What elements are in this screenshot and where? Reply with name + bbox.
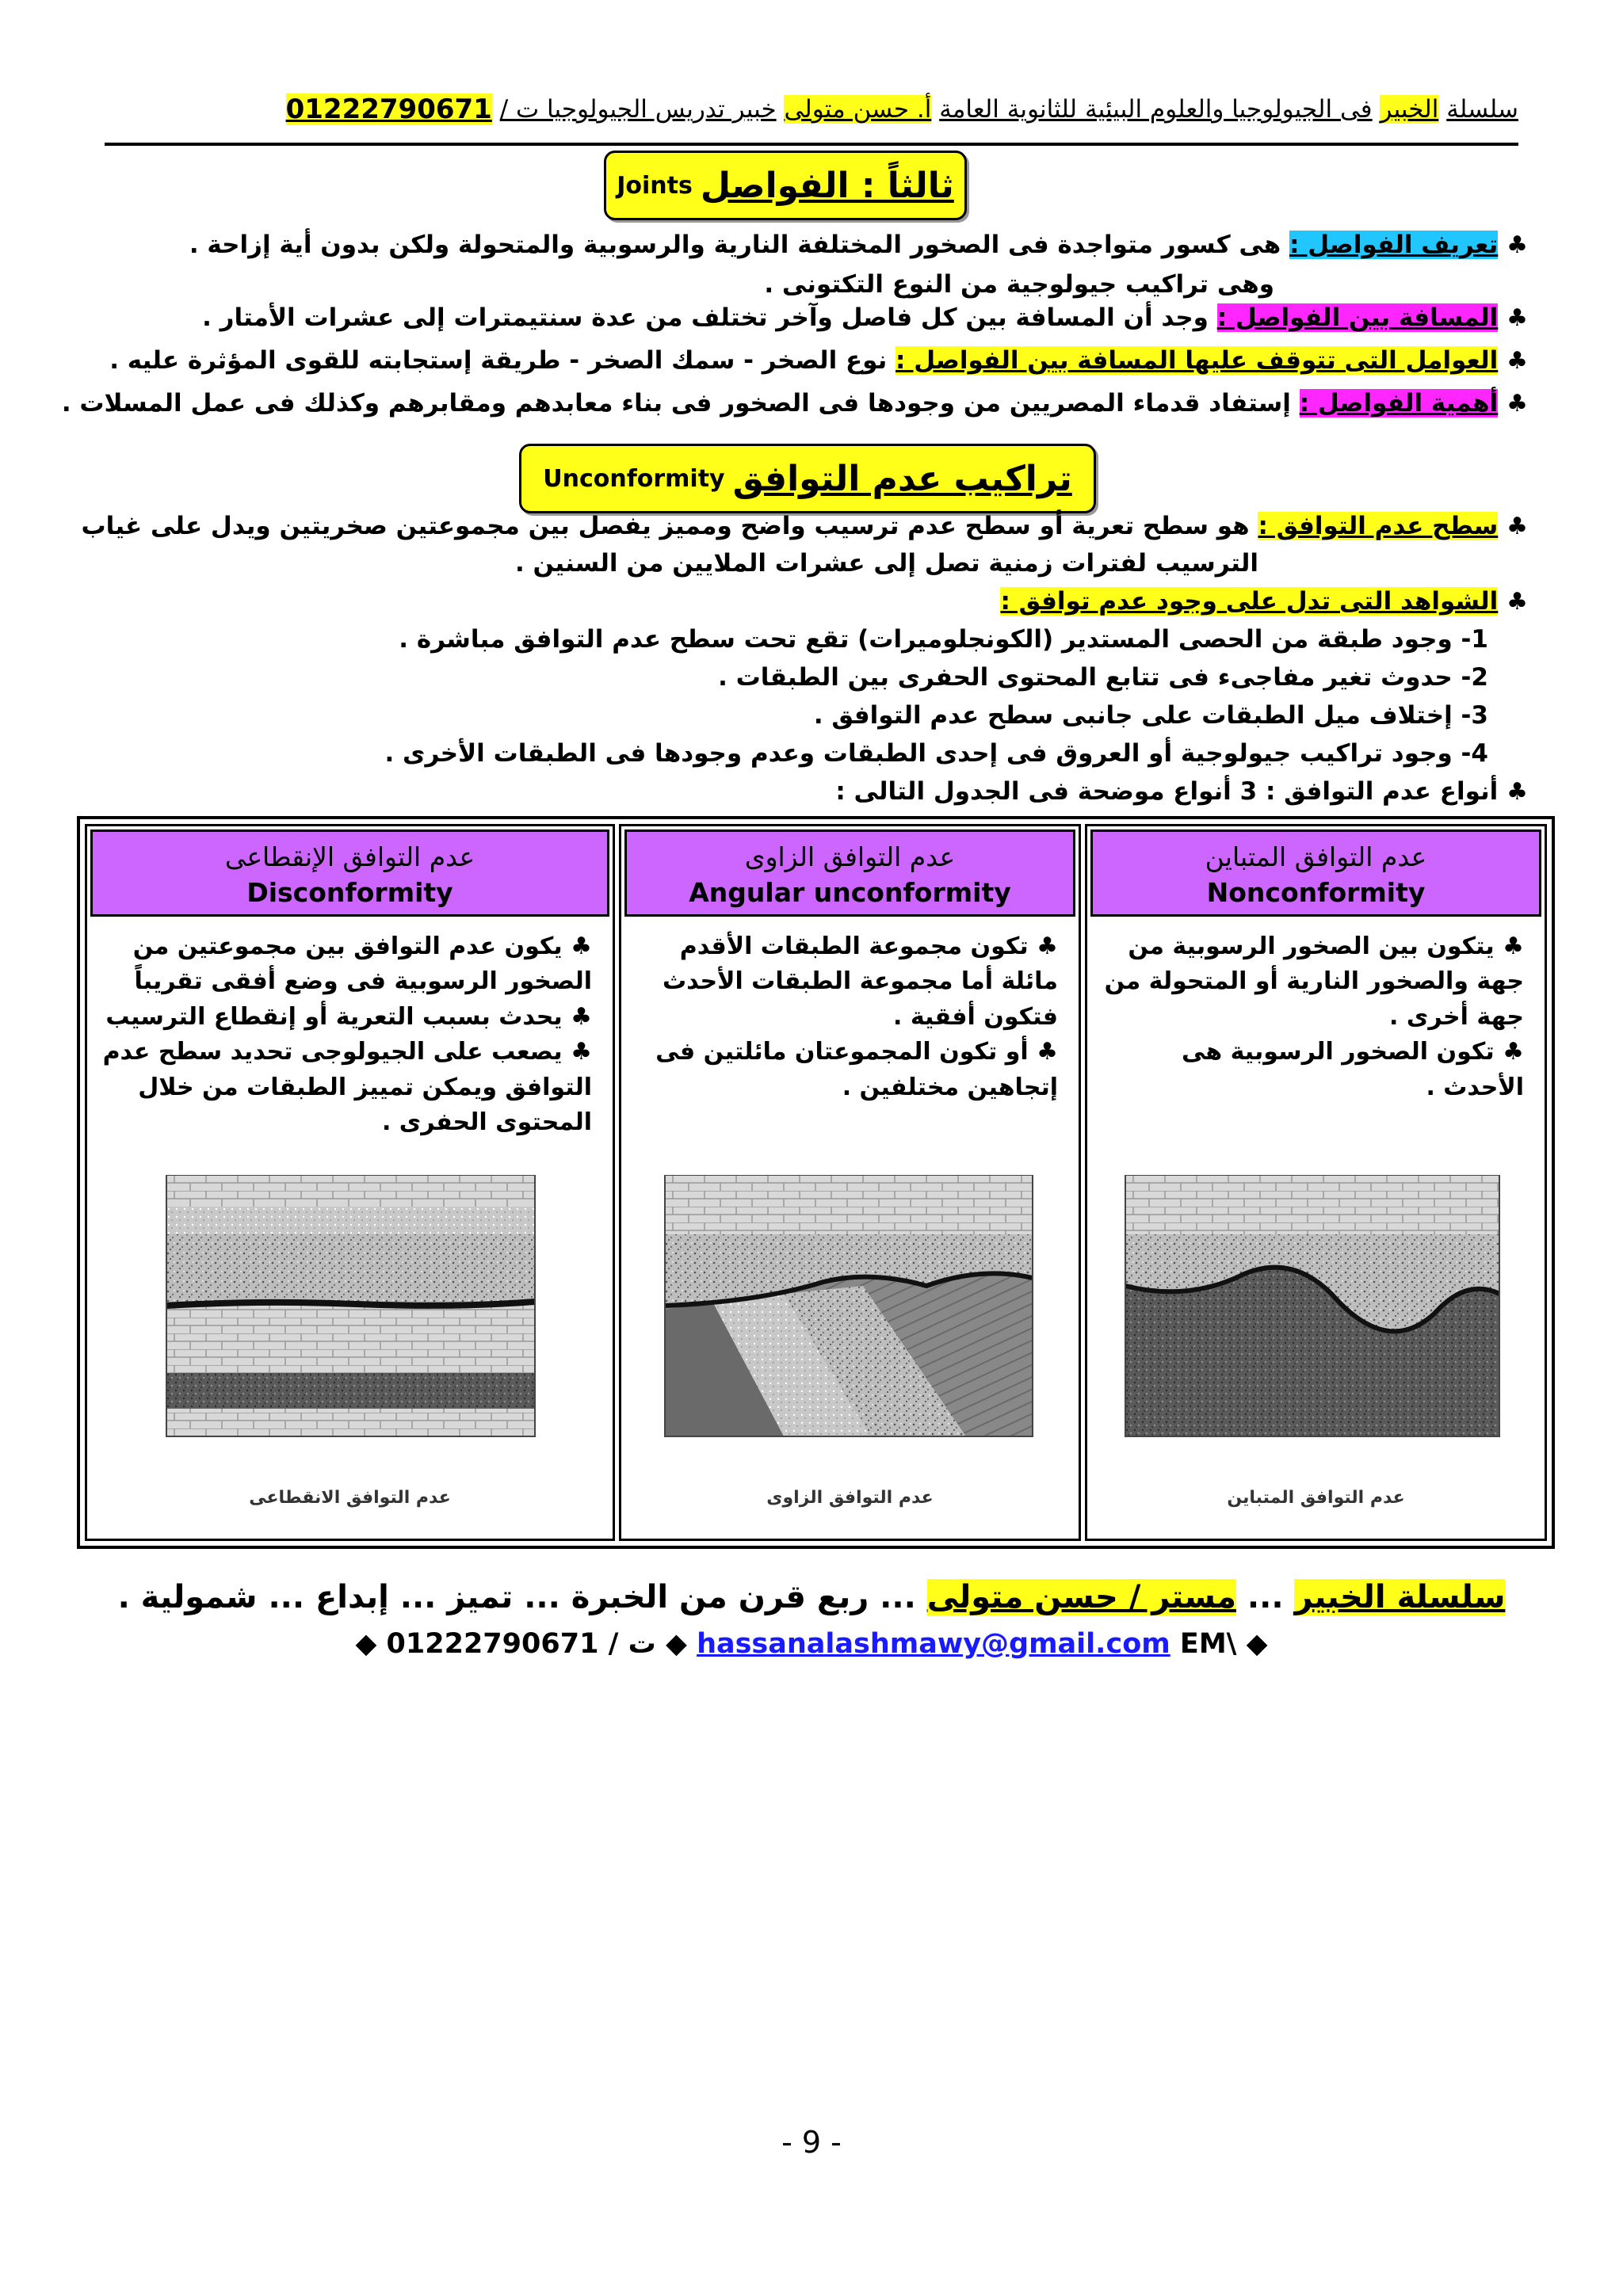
importance-text: إستفاد قدماء المصريين من وجودها فى الصخور فى بناء معابدهم ومقابرهم وكذلك فى عمل المسلات .	[61, 389, 1291, 418]
column-title-en: Disconformity	[246, 877, 453, 908]
page-number: - 9 -	[781, 2125, 842, 2160]
surface-term: سطح عدم التوافق :	[1258, 512, 1499, 540]
table-column-nonconformity	[1085, 824, 1547, 1541]
distance-text: وجد أن المسافة بين كل فاصل وآخر تختلف من عدة سنتيمترات إلى عشرات الأمتار .	[202, 303, 1209, 332]
evidence-item	[399, 624, 1488, 655]
diamond-icon: ◆	[355, 1628, 377, 1660]
definition-text: هى كسور متواجدة فى الصخور المختلفة النارية والرسوبية والمتحولة ولكن بدون أية إزاحة .	[189, 231, 1281, 259]
types-intro-text: أنواع عدم التوافق : 3 أنواع موضحة فى الجدول التالى :	[835, 777, 1499, 806]
email-link[interactable]: hassanalashmawy@gmail.com	[697, 1628, 1170, 1660]
point-text: يتكون بين الصخور الرسوبية من جهة والصخور النارية أو المتحولة من جهة أخرى .	[1104, 933, 1524, 1031]
footer-contact	[0, 1628, 1623, 1660]
evidence-text: 1- وجود طبقة من الحصى المستدير (الكونجلوميرات) تقع تحت سطح عدم التوافق مباشرة .	[399, 625, 1488, 654]
footer-slogan-text: ... ربع قرن من الخبرة ... تميز ... إبداع ... شمولية .	[117, 1579, 916, 1615]
table-column-angular	[619, 824, 1081, 1541]
header-expert: الخبير	[1380, 95, 1439, 124]
column-title-ar: عدم التوافق الإنقطاعى	[224, 841, 475, 872]
evidence-item	[384, 738, 1488, 769]
club-icon: ♣	[1507, 513, 1528, 540]
definition-text-2: وهى تراكيب جيولوجية من النوع التكتونى .	[764, 270, 1274, 299]
header-teacher: أ. حسن متولى	[784, 95, 932, 124]
evidence-text: 2- حدوث تغير مفاجىء فى تتابع المحتوى الحفرى بين الطبقات .	[718, 663, 1488, 692]
header-subject: فى الجيولوجيا والعلوم البيئية للثانوية العامة	[939, 95, 1373, 124]
list-item	[1102, 1035, 1524, 1105]
column-title-en: Angular unconformity	[689, 877, 1011, 908]
column-header	[624, 830, 1075, 917]
header-phone: 01222790671	[285, 93, 492, 125]
factors-text: نوع الصخر - سمك الصخر - طريقة إستجابته للقوى المؤثرة عليه .	[109, 346, 888, 375]
joints-definition-2	[764, 269, 1274, 300]
column-body	[1102, 929, 1524, 1105]
unconformity-title-en: Unconformity	[543, 464, 725, 493]
phone-label: ت /	[608, 1628, 656, 1660]
footer-mister: مستر / حسن متولى	[926, 1579, 1236, 1615]
disconformity-diagram	[87, 1175, 613, 1524]
diamond-icon: ◆	[1246, 1628, 1268, 1660]
header-role: خبير تدريس الجيولوجيا ت /	[499, 95, 777, 124]
unconformity-title-ar: تراكيب عدم التوافق	[732, 458, 1072, 499]
club-icon: ♣	[1507, 304, 1528, 332]
point-text: تكون الصخور الرسوبية هى الأحدث .	[1181, 1038, 1524, 1101]
evidence-term: الشواهد التى تدل على وجود عدم توافق :	[1000, 587, 1499, 616]
club-icon: ♣	[1507, 778, 1528, 806]
definition-term: تعريف الفواصل :	[1289, 231, 1499, 259]
email-label: EM\	[1179, 1628, 1237, 1660]
column-title-ar: عدم التوافق المتباين	[1205, 841, 1427, 872]
point-text: يحدث بسبب التعرية أو إنقطاع الترسيب	[105, 1002, 563, 1031]
footer-slogan: سلسلة الخبير ... مستر / حسن متولى ... ربع قرن من الخبرة ... تميز ... إبداع ... شمولية .	[117, 1579, 1506, 1615]
figure-caption: عدم التوافق الزاوى	[766, 1488, 934, 1508]
joints-definition	[189, 230, 1528, 261]
footer-series: سلسلة الخبير	[1294, 1579, 1506, 1615]
point-text: تكون مجموعة الطبقات الأقدم مائلة أما مجموعة الطبقات الأحدث فتكون أفقية .	[663, 933, 1058, 1031]
surface-definition	[82, 511, 1528, 542]
unconformity-types-table	[77, 816, 1555, 1549]
column-header	[90, 830, 609, 917]
evidence-text: 4- وجود تراكيب جيولوجية أو العروق فى إحدى الطبقات وعدم وجودها فى الطبقات الأخرى .	[384, 739, 1488, 768]
club-icon: ♣	[571, 1002, 592, 1031]
surface-definition-2	[515, 548, 1258, 579]
club-icon: ♣	[571, 933, 592, 960]
joints-importance	[62, 388, 1528, 419]
joints-distance	[202, 303, 1528, 334]
list-item	[636, 1035, 1058, 1105]
club-icon: ♣	[1037, 1038, 1058, 1066]
unconformity-title-box	[519, 444, 1096, 513]
evidence-item	[718, 662, 1488, 693]
club-icon: ♣	[571, 1038, 592, 1066]
list-item	[101, 1000, 592, 1035]
club-icon: ♣	[1507, 347, 1528, 375]
evidence-item	[814, 700, 1488, 731]
point-text: يصعب على الجيولوجى تحديد سطح عدم التوافق ويمكن تمييز الطبقات من خلال المحتوى الحفرى .	[102, 1038, 592, 1136]
joints-title-en: Joints	[617, 171, 693, 200]
angular-figure	[621, 1175, 1079, 1492]
surface-text: هو سطح تعرية أو سطح عدم ترسيب واضح ومميز يفصل بين مجموعتين صخريتين ويدل على غياب	[81, 512, 1250, 540]
evidence-heading	[1000, 586, 1528, 617]
point-text: يكون عدم التوافق بين مجموعتين من الصخور الرسوبية فى وضع أفقى تقريباً	[132, 933, 592, 996]
figure-caption: عدم التوافق المتباين	[1227, 1488, 1405, 1508]
column-title-ar: عدم التوافق الزاوى	[744, 841, 956, 872]
page-header	[105, 93, 1518, 146]
importance-term: أهمية الفواصل :	[1299, 389, 1499, 418]
column-body	[101, 929, 592, 1140]
column-title-en: Nonconformity	[1206, 877, 1426, 908]
club-icon: ♣	[1503, 933, 1524, 960]
column-body	[636, 929, 1058, 1105]
joints-title-box	[604, 151, 967, 220]
table-column-disconformity	[85, 824, 615, 1541]
column-header	[1090, 830, 1541, 917]
point-text: أو تكون المجموعتان مائلتين فى إتجاهين مختلفين .	[655, 1038, 1058, 1101]
types-intro	[835, 776, 1528, 807]
list-item	[101, 929, 592, 1000]
nonconformity-figure	[1087, 1175, 1545, 1492]
nonconformity-diagram	[1087, 1175, 1545, 1524]
header-series: سلسلة	[1446, 95, 1518, 124]
diamond-icon: ◆	[665, 1628, 687, 1660]
joints-factors	[109, 345, 1528, 376]
club-icon: ♣	[1503, 1038, 1524, 1066]
club-icon: ♣	[1507, 390, 1528, 418]
club-icon: ♣	[1507, 588, 1528, 616]
angular-diagram	[621, 1175, 1079, 1524]
list-item	[101, 1035, 592, 1140]
disconformity-figure	[87, 1175, 613, 1492]
figure-caption: عدم التوافق الانقطاعى	[249, 1488, 451, 1508]
distance-term: المسافة بين الفواصل :	[1216, 303, 1499, 332]
list-item	[636, 929, 1058, 1035]
surface-text-2: الترسيب لفترات زمنية تصل إلى عشرات الملايين من السنين .	[514, 549, 1258, 578]
list-item	[1102, 929, 1524, 1035]
factors-term: العوامل التى تتوقف عليها المسافة بين الفواصل :	[896, 346, 1499, 375]
joints-title-ar: ثالثاً : الفواصل	[700, 165, 954, 206]
evidence-text: 3- إختلاف ميل الطبقات على جانبى سطح عدم التوافق .	[813, 701, 1488, 730]
club-icon: ♣	[1507, 231, 1528, 259]
club-icon: ♣	[1037, 933, 1058, 960]
footer-phone: 01222790671	[386, 1628, 599, 1660]
